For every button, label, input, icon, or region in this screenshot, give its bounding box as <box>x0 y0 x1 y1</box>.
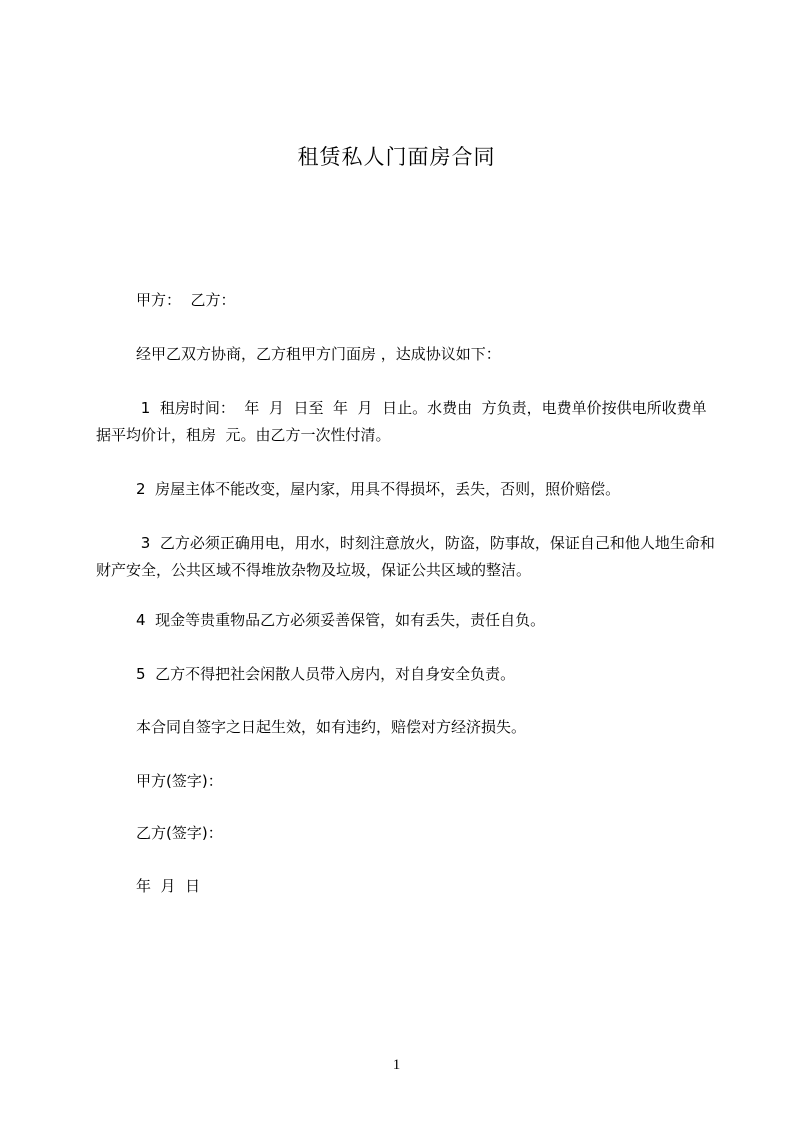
document-title: 租赁私人门面房合同 <box>297 145 496 169</box>
parties-line: 甲方： 乙方： <box>136 291 236 309</box>
intro-paragraph: 经甲乙双方协商，乙方租甲方门面房 ，达成协议如下： <box>136 345 501 363</box>
clause-2: 2 房屋主体不能改变，屋内家，用具不得损坏，丢失，否则，照价赔偿。 <box>136 480 621 498</box>
clause-1: 1 租房时间： 年 月 日至 年 月 日止。水费由 方负责，电费单价按供电所收费单据平均价计，租房 元。由乙方一次性付清。 <box>96 399 707 444</box>
effect-paragraph: 本合同自签字之日起生效，如有违约，赔偿对方经济损失。 <box>136 718 527 736</box>
clause-4: 4 现金等贵重物品乙方必须妥善保管，如有丢失，责任自负。 <box>136 611 546 629</box>
clause-3: 3 乙方必须正确用电，用水，时刻注意放火，防盗，防事故，保证自己和他人地生命和财产安全，公共区域不得堆放杂物及垃圾，保证公共区域的整洁。 <box>96 534 715 579</box>
date-line: 年 月 日 <box>136 877 201 895</box>
clause-5: 5 乙方不得把社会闲散人员带入房内，对自身安全负责。 <box>136 665 516 683</box>
party-a-signature: 甲方(签字)： <box>136 772 223 790</box>
page-number: 1 <box>392 1057 401 1073</box>
party-b-signature: 乙方(签字)： <box>136 824 223 842</box>
